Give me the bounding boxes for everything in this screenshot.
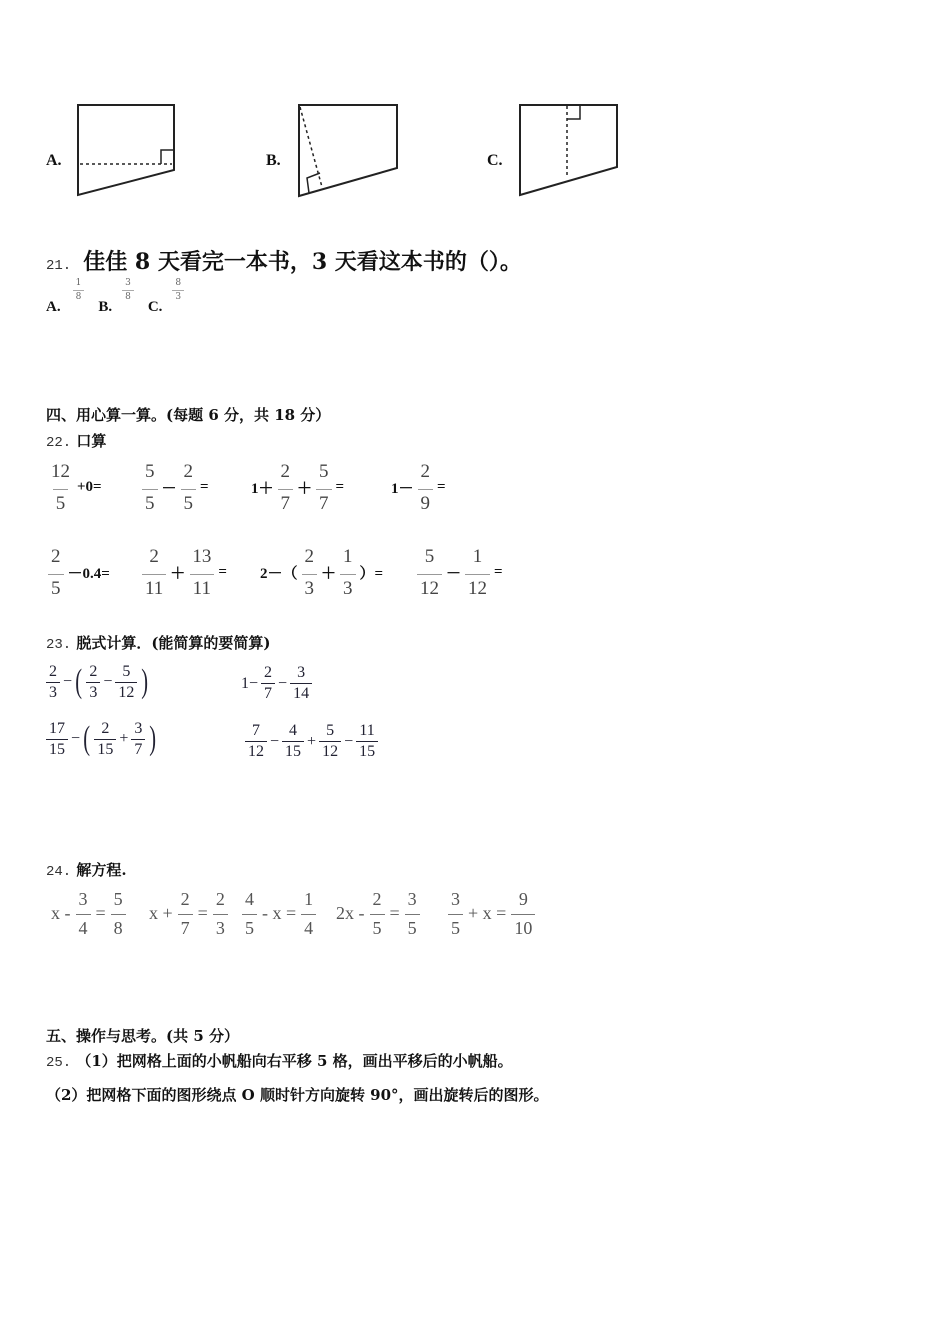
fraction: $\frac{8}{3}$ — [172, 279, 184, 302]
option-b-label: B. — [98, 299, 113, 315]
denominator: 4 — [301, 914, 316, 937]
numerator: 2 — [420, 461, 431, 482]
denominator: 3 — [46, 682, 60, 701]
numerator: 5 — [113, 889, 123, 909]
operator: － — [446, 566, 462, 582]
fraction — [290, 665, 312, 702]
parenthesis: ) — [149, 720, 157, 757]
denominator: 7 — [178, 914, 193, 937]
denominator: 4 — [76, 914, 91, 937]
fraction — [46, 664, 60, 701]
denominator: 3 — [86, 682, 100, 701]
parenthesis: ) — [141, 663, 149, 700]
option-c-label: C. — [487, 152, 503, 169]
denominator: 12 — [417, 574, 442, 598]
fraction — [76, 890, 91, 937]
operator: - x = — [262, 903, 297, 923]
operator: = — [389, 903, 400, 923]
operator: －0.4= — [67, 566, 110, 582]
operator: = — [200, 479, 209, 495]
denominator: 12 — [245, 741, 267, 760]
option-a-label: A. — [46, 299, 61, 315]
question-number: 21. — [46, 258, 72, 274]
denominator: 7 — [278, 489, 294, 513]
operator: + — [307, 732, 317, 750]
question-part-1: （1）把网格上面的小帆船向右平移 5 格，画出平移后的小帆船。 — [76, 1052, 513, 1070]
fraction — [115, 664, 137, 701]
option-c-label: C. — [147, 299, 163, 315]
denominator: 9 — [418, 489, 434, 513]
numerator: 2 — [149, 546, 159, 567]
fraction — [189, 547, 214, 598]
fraction — [405, 890, 420, 937]
fraction: $\frac{3}{8}$ — [122, 279, 134, 302]
denominator: 5 — [181, 489, 197, 513]
question-title: 脱式计算．(能简算的要简算) — [76, 634, 271, 652]
numerator: 5 — [122, 662, 131, 680]
numerator: 2 — [215, 889, 225, 909]
trapezoid-a — [78, 105, 174, 195]
numerator: 5 — [145, 461, 155, 482]
operator: = — [197, 903, 208, 923]
equation-1 — [48, 890, 128, 937]
question-text: 佳佳 8 天看完一本书，3 天看这本书的（）。 — [83, 249, 522, 275]
fraction — [242, 890, 257, 937]
operator: 1－ — [391, 481, 414, 497]
question-number: 25. — [46, 1055, 72, 1071]
numerator: 9 — [518, 889, 528, 909]
operator: x - — [51, 903, 71, 923]
question-21 — [46, 245, 522, 276]
fraction — [142, 462, 158, 513]
fraction: $\frac{1}{8}$ — [73, 279, 85, 302]
numerator: 12 — [51, 461, 70, 482]
denominator: 14 — [290, 683, 312, 702]
denominator: 8 — [111, 914, 126, 937]
denominator: 5 — [242, 914, 257, 937]
question-number: 23. — [46, 637, 72, 653]
question-24-heading — [46, 859, 127, 880]
denominator: 3 — [213, 914, 228, 937]
section-5-title: 五、操作与思考。(共 5 分） — [46, 1027, 239, 1045]
operator: = — [95, 903, 106, 923]
option-b-label: B. — [266, 152, 281, 169]
denominator: 5 — [53, 489, 69, 513]
operator: 1＋ — [251, 481, 274, 497]
fraction — [301, 890, 316, 937]
denominator: 15 — [94, 739, 116, 758]
question-number: 24. — [46, 864, 72, 880]
fraction — [111, 890, 126, 937]
fraction — [418, 462, 434, 513]
denominator: 10 — [511, 914, 535, 937]
operator: − — [103, 673, 113, 690]
operator: − — [278, 674, 288, 692]
denominator: 15 — [282, 741, 304, 760]
fraction — [46, 721, 68, 758]
fraction — [340, 547, 356, 598]
fraction — [319, 723, 341, 760]
numerator: 5 — [326, 722, 335, 739]
operator: ）= — [359, 566, 384, 582]
parenthesis: ( — [75, 663, 83, 700]
denominator: 3 — [302, 574, 318, 598]
denominator: 15 — [46, 739, 68, 758]
numerator: 3 — [451, 889, 460, 909]
numerator: 1 — [472, 546, 483, 567]
numerator: 1 — [343, 546, 353, 567]
numerator: 2 — [89, 662, 98, 680]
trapezoid-figures — [0, 0, 650, 210]
operator: ＋ — [170, 566, 186, 582]
oral-calc-2 — [140, 462, 211, 513]
operator: +0= — [77, 479, 102, 495]
question-number: 22. — [46, 435, 72, 451]
denominator: 3 — [340, 574, 356, 598]
fraction — [282, 723, 304, 760]
question-part-2: （2）把网格下面的图形绕点 O 顺时针方向旋转 90°，画出旋转后的图形。 — [46, 1086, 549, 1104]
question-title: 口算 — [76, 432, 107, 450]
step-calc-2 — [240, 665, 314, 702]
fraction — [94, 721, 116, 758]
numerator: 17 — [49, 719, 65, 737]
numerator: 11 — [359, 722, 375, 739]
step-calc-4 — [243, 723, 380, 760]
numerator: 1 — [304, 889, 314, 909]
numerator: 3 — [297, 664, 306, 681]
operator: − — [63, 673, 73, 690]
fraction — [465, 547, 490, 598]
numerator: 2 — [372, 889, 382, 909]
fraction — [278, 462, 294, 513]
numerator: 4 — [245, 889, 254, 909]
operator: ＋ — [321, 566, 337, 582]
fraction — [448, 890, 463, 937]
oral-calc-7 — [258, 547, 385, 598]
numerator: 7 — [252, 722, 260, 739]
denominator: 12 — [465, 574, 490, 598]
numerator: 3 — [78, 889, 88, 909]
fraction — [131, 721, 145, 758]
numerator: 5 — [424, 546, 435, 567]
numerator: 5 — [319, 461, 329, 482]
section-4-title: 四、用心算一算。(每题 6 分，共 18 分） — [46, 406, 331, 424]
fraction — [370, 890, 385, 937]
operator: － — [161, 481, 177, 497]
question-title: 解方程. — [76, 861, 127, 879]
operator: = — [494, 564, 503, 580]
fraction — [181, 462, 197, 513]
fraction — [178, 890, 193, 937]
oral-calc-3 — [249, 462, 346, 513]
operator: + x = — [468, 903, 507, 923]
operator: − — [270, 732, 280, 750]
oral-calc-8 — [415, 547, 505, 598]
oral-calc-6 — [140, 547, 229, 598]
fraction — [48, 547, 64, 598]
oral-calc-5 — [46, 547, 112, 598]
fraction — [511, 890, 535, 937]
operator: 1− — [241, 674, 259, 692]
denominator: 5 — [370, 914, 385, 937]
trapezoid-c — [520, 105, 617, 195]
question-22-heading — [46, 430, 106, 451]
denominator: 12 — [319, 741, 341, 760]
denominator: 7 — [261, 683, 275, 702]
question-25 — [46, 1050, 513, 1071]
step-calc-3 — [44, 720, 159, 758]
numerator: 2 — [49, 662, 57, 680]
operator: = — [218, 564, 227, 580]
operator: = — [335, 479, 345, 495]
numerator: 2 — [101, 719, 110, 737]
numerator: 2 — [304, 546, 315, 567]
fraction — [302, 547, 318, 598]
fraction — [86, 664, 100, 701]
numerator: 2 — [51, 546, 61, 567]
operator: 2－（ — [260, 566, 298, 582]
denominator: 11 — [190, 574, 214, 598]
equation-3 — [240, 890, 318, 937]
operator: − — [71, 730, 81, 747]
equation-5 — [446, 890, 537, 937]
denominator: 7 — [131, 739, 145, 758]
denominator: 5 — [48, 574, 64, 598]
fraction — [213, 890, 228, 937]
numerator: 2 — [264, 664, 273, 681]
denominator: 7 — [316, 489, 332, 513]
operator: ＋ — [297, 481, 313, 497]
operator: = — [437, 479, 446, 495]
equation-4 — [333, 890, 422, 937]
parenthesis: ( — [83, 720, 91, 757]
fraction — [316, 462, 332, 513]
denominator: 5 — [142, 489, 158, 513]
numerator: 4 — [289, 722, 298, 739]
numerator: 3 — [134, 719, 143, 737]
denominator: 5 — [405, 914, 420, 937]
fraction — [142, 547, 166, 598]
denominator: 11 — [142, 574, 166, 598]
numerator: 2 — [180, 889, 190, 909]
numerator: 2 — [280, 461, 291, 482]
question-23-heading — [46, 632, 271, 653]
numerator: 13 — [192, 546, 212, 567]
fraction — [48, 462, 73, 513]
numerator: 3 — [407, 889, 417, 909]
fraction — [417, 547, 442, 598]
fraction — [356, 723, 378, 760]
operator: − — [344, 732, 354, 750]
fraction — [245, 723, 267, 760]
q21-options — [46, 278, 186, 316]
option-a-label: A. — [46, 152, 62, 169]
oral-calc-4 — [389, 462, 448, 513]
operator: 2x - — [336, 903, 365, 923]
equation-2 — [146, 890, 230, 937]
trapezoid-b — [299, 105, 397, 196]
fraction — [261, 665, 275, 702]
operator: + — [119, 730, 129, 747]
operator: x + — [149, 903, 173, 923]
denominator: 12 — [115, 682, 137, 701]
denominator: 5 — [448, 914, 463, 937]
step-calc-1 — [44, 663, 151, 701]
numerator: 2 — [183, 461, 194, 482]
denominator: 15 — [356, 741, 378, 760]
oral-calc-1 — [46, 462, 104, 513]
